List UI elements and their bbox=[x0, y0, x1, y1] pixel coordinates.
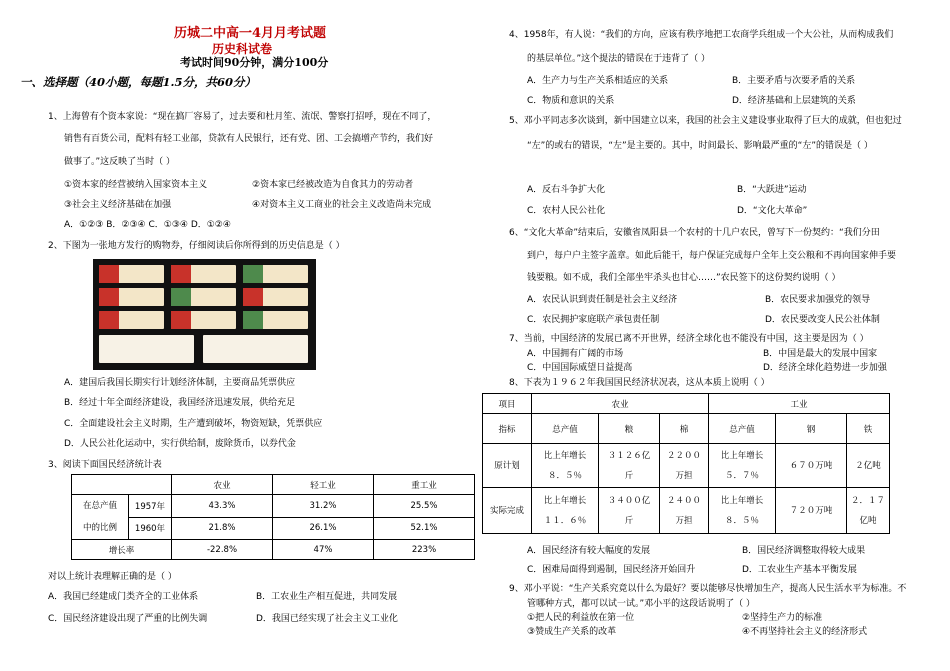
q4-line2: 的基层单位。”这个提法的错误在于违背了（ ） bbox=[527, 54, 711, 64]
table-group-industry: 工业 bbox=[709, 394, 890, 414]
cell-line: 斤 bbox=[624, 470, 634, 481]
cell-line: 比上年增长 bbox=[543, 450, 587, 461]
q7-stem: 7、当前，中国经济的发展已离不开世界，经济全球化也不能没有中国，这主要是因为（ ） bbox=[509, 334, 869, 344]
table-group-agriculture: 农业 bbox=[532, 394, 709, 414]
table-header: 农业 bbox=[172, 475, 273, 495]
cell-line: 万担 bbox=[675, 470, 693, 481]
q6-option-a: A．农民认识到责任制是社会主义经济 bbox=[527, 295, 678, 305]
cell-line: １１．６％ bbox=[543, 515, 587, 526]
table-cell: 47% bbox=[273, 540, 374, 560]
cell-line: 比上年增长 bbox=[720, 450, 764, 461]
q3-option-a: A．我国已经建成门类齐全的工业体系 bbox=[48, 592, 199, 602]
table-cell bbox=[599, 444, 660, 488]
q7-option-d: D．经济全球化趋势进一步加强 bbox=[763, 363, 887, 373]
q7-option-c: C．中国国际威望日益提高 bbox=[527, 363, 633, 373]
q3-option-b: B．工农业生产相互促进，共同发展 bbox=[256, 592, 398, 602]
q5-option-c: C．农村人民公社化 bbox=[527, 206, 606, 216]
table-cell bbox=[847, 488, 890, 534]
q6-option-d: D．农民要改变人民公社体制 bbox=[765, 315, 880, 325]
table-cell bbox=[599, 488, 660, 534]
table-indicator-label: 指标 bbox=[483, 414, 532, 444]
coupon bbox=[171, 265, 236, 283]
table-cell: 26.1% bbox=[273, 517, 374, 540]
q1-option-4: ④对资本主义工商业的社会主义改造尚未完成 bbox=[252, 200, 432, 210]
q3-statistics-table bbox=[71, 474, 475, 560]
q6-option-c: C．农民拥护家庭联产承包责任制 bbox=[527, 315, 660, 325]
q4-option-b: B．主要矛盾与次要矛盾的关系 bbox=[732, 76, 856, 86]
row-label-part: 中的比例 bbox=[82, 523, 117, 533]
q7-option-a: A．中国拥有广阔的市场 bbox=[527, 349, 624, 359]
q1-line2: 销售有百货公司，配料有轻工业部，贷款有人民银行，还有党、团、工会搞增产节约，我们好 bbox=[64, 134, 434, 144]
q8-option-a: A．国民经济有较大幅度的发展 bbox=[527, 546, 651, 556]
q1-line3: 做事了。”这反映了当时（ ） bbox=[64, 157, 176, 167]
table-header: 总产值 bbox=[709, 414, 776, 444]
q2-option-d: D．人民公社化运动中，实行供给制，废除货币，以券代金 bbox=[64, 439, 296, 449]
table-header: 总产值 bbox=[532, 414, 599, 444]
cell-line: 斤 bbox=[624, 515, 634, 526]
table-row-label: 实际完成 bbox=[483, 488, 532, 534]
table-header: 棉 bbox=[660, 414, 709, 444]
q2-stem: 2、下图为一张地方发行的购物券，仔细阅读后你所得到的历史信息是（ ） bbox=[48, 241, 345, 251]
q8-option-b: B．国民经济调整取得较大成果 bbox=[742, 546, 866, 556]
table-cell: 25.5% bbox=[374, 495, 475, 518]
q6-line2: 到户，每户户主签字盖章。如此后能干，每户保证完成每户全年上交公粮和不再向国家伸手要 bbox=[527, 251, 897, 261]
table-header: 粮 bbox=[599, 414, 660, 444]
q8-economy-table bbox=[482, 393, 890, 534]
table-cell: ７２０万吨 bbox=[776, 488, 847, 534]
cell-line: ２２００ bbox=[666, 450, 701, 461]
cell-line: 比上年增长 bbox=[720, 495, 764, 506]
q4-line1: 4、1958年，有人说：“我们的方向，应该有秩序地把工农商学兵组成一个大公社，从而构成我们 bbox=[509, 30, 894, 40]
q4-option-a: A．生产力与生产关系相适应的关系 bbox=[527, 76, 669, 86]
coupon bbox=[171, 311, 236, 329]
q2-option-a: A．建国后我国长期实行计划经济体制，主要商品凭票供应 bbox=[64, 378, 296, 388]
exam-info: 考试时间90分钟，满分100分 bbox=[180, 56, 329, 69]
q5-line1: 5、邓小平同志多次谈到，新中国建立以来，我国的社会主义建设事业取得了巨大的成就，但也犯过 bbox=[509, 116, 902, 126]
table-cell: 223% bbox=[374, 540, 475, 560]
table-cell bbox=[532, 444, 599, 488]
table-item-label: 项目 bbox=[483, 394, 532, 414]
q5-option-a: A．反右斗争扩大化 bbox=[527, 185, 606, 195]
table-year-cell: 1957年 bbox=[129, 495, 172, 518]
q9-line2: 管哪种方式，都可以试一试。”邓小平的这段话说明了（ ） bbox=[527, 599, 756, 609]
coupon bbox=[203, 335, 308, 363]
q5-option-d: D．“文化大革命” bbox=[737, 206, 808, 216]
coupon bbox=[99, 311, 164, 329]
q3-option-d: D．我国已经实现了社会主义工业化 bbox=[256, 614, 398, 624]
q2-option-c: C．全面建设社会主义时期，生产遭到破坏，物资短缺，凭票供应 bbox=[64, 419, 323, 429]
table-header: 重工业 bbox=[374, 475, 475, 495]
q8-stem: 8、下表为１９６２年我国国民经济状况表，这从本质上说明（ ） bbox=[509, 378, 770, 388]
q9-option-4: ④不再坚持社会主义的经济形式 bbox=[742, 627, 868, 637]
q2-option-b: B．经过十年全面经济建设，我国经济迅速发展，供给充足 bbox=[64, 398, 296, 408]
cell-line: ２４００ bbox=[666, 495, 701, 506]
table-corner-cell bbox=[72, 475, 172, 495]
q9-option-2: ②坚持生产力的标准 bbox=[742, 613, 823, 623]
table-cell bbox=[660, 444, 709, 488]
cell-line: ５．７％ bbox=[724, 470, 759, 481]
table-cell: ６７０万吨 bbox=[776, 444, 847, 488]
table-cell bbox=[532, 488, 599, 534]
coupon bbox=[243, 288, 308, 306]
table-row-label bbox=[72, 495, 129, 540]
cell-line: ２．１７ bbox=[850, 495, 885, 506]
q1-line1: 1、上海曾有个资本家说：“现在搞厂容易了，过去要和杜月笙、流氓、警察打招呼，现在不同了， bbox=[48, 112, 437, 122]
q1-option-3: ③社会主义经济基础在加强 bbox=[64, 200, 172, 210]
table-year-cell: 1960年 bbox=[129, 517, 172, 540]
q9-option-3: ③赞成生产关系的改革 bbox=[527, 627, 617, 637]
subject-title: 历史科试卷 bbox=[212, 42, 273, 56]
school-title: 历城二中高一4月月考试题 bbox=[174, 26, 327, 41]
q3-question: 对以上统计表理解正确的是（ ） bbox=[48, 572, 177, 582]
section-title: 一、选择题（40小题，每题1.5分，共60分） bbox=[20, 75, 257, 89]
cell-line: 亿吨 bbox=[859, 515, 877, 526]
table-header: 铁 bbox=[847, 414, 890, 444]
coupon bbox=[99, 335, 194, 363]
q5-line2: “左”的或右的错误，“左”是主要的。其中，时间最长、影响最严重的“左”的错误是（ ） bbox=[527, 141, 873, 151]
q8-option-d: D．工农业生产基本平衡发展 bbox=[742, 565, 857, 575]
q1-option-2: ②资本家已经被改造为自食其力的劳动者 bbox=[252, 180, 414, 190]
table-cell: 43.3% bbox=[172, 495, 273, 518]
coupon bbox=[243, 265, 308, 283]
coupon bbox=[243, 311, 308, 329]
row-label-part: 在总产值 bbox=[82, 501, 117, 511]
ration-coupons-photo bbox=[93, 259, 316, 370]
table-cell bbox=[660, 488, 709, 534]
q1-option-1: ①资本家的经营被纳入国家资本主义 bbox=[64, 180, 208, 190]
table-cell: 52.1% bbox=[374, 517, 475, 540]
table-cell: 31.2% bbox=[273, 495, 374, 518]
coupon bbox=[171, 288, 236, 306]
coupon bbox=[99, 288, 164, 306]
q1-choices: A．①②③ B．②③④ C．①③④ D．①②④ bbox=[64, 220, 231, 230]
table-cell: 21.8% bbox=[172, 517, 273, 540]
q5-option-b: B．“大跃进”运动 bbox=[737, 185, 807, 195]
table-cell: -22.8% bbox=[172, 540, 273, 560]
q6-option-b: B．农民要求加强党的领导 bbox=[765, 295, 871, 305]
cell-line: 万担 bbox=[675, 515, 693, 526]
table-header: 钢 bbox=[776, 414, 847, 444]
coupon bbox=[99, 265, 164, 283]
table-row-label: 原计划 bbox=[483, 444, 532, 488]
table-header: 轻工业 bbox=[273, 475, 374, 495]
q9-line1: 9、邓小平说：“生产关系究竟以什么为最好？要以能够尽快增加生产，提高人民生活水平为标准。不 bbox=[509, 584, 907, 594]
cell-line: ３１２６亿 bbox=[607, 450, 651, 461]
table-cell bbox=[709, 444, 776, 488]
q4-option-d: D．经济基础和上层建筑的关系 bbox=[732, 96, 856, 106]
q4-option-c: C．物质和意识的关系 bbox=[527, 96, 615, 106]
q8-option-c: C．困难局面得到遏制，国民经济开始回升 bbox=[527, 565, 696, 575]
q3-option-c: C．国民经济建设出现了严重的比例失调 bbox=[48, 614, 208, 624]
cell-line: ３４００亿 bbox=[607, 495, 651, 506]
cell-line: 比上年增长 bbox=[543, 495, 587, 506]
q6-line3: 钱要粮。如不成，我们全部坐牢杀头也甘心……”农民签下的这份契约说明（ ） bbox=[527, 273, 841, 283]
cell-line: ８．５％ bbox=[547, 470, 582, 481]
table-cell bbox=[709, 488, 776, 534]
table-cell: ２亿吨 bbox=[847, 444, 890, 488]
cell-line: ８．５％ bbox=[724, 515, 759, 526]
table-growth-label: 增长率 bbox=[72, 540, 172, 560]
q3-stem: 3、阅读下面国民经济统计表 bbox=[48, 460, 162, 470]
q9-option-1: ①把人民的利益放在第一位 bbox=[527, 613, 635, 623]
q7-option-b: B．中国是最大的发展中国家 bbox=[763, 349, 878, 359]
q6-line1: 6、“文化大革命”结束后，安徽省凤阳县一个农村的十几户农民，曾写下一份契约：“我们分田 bbox=[509, 228, 880, 238]
